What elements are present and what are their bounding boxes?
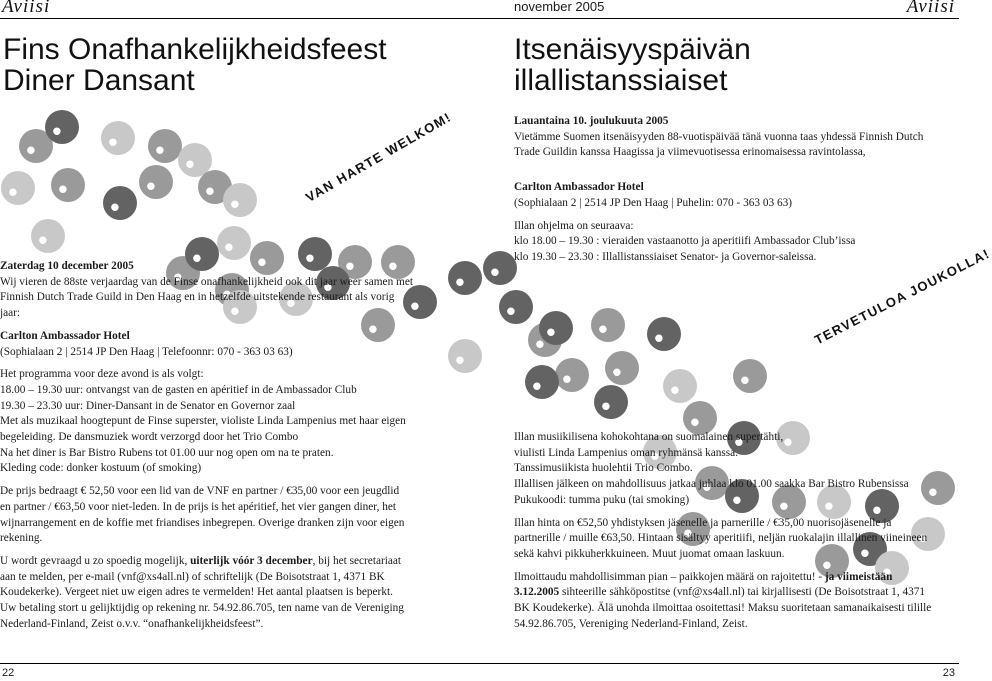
register-deadline: uiterlijk vóór 3 december xyxy=(190,554,313,567)
welcome-slogan-dutch: VAN HARTE WELKOM! xyxy=(303,109,455,205)
ball-highlight xyxy=(533,383,540,390)
event-date: Lauantaina 10. joulukuuta 2005 xyxy=(514,115,669,127)
page-title-finnish xyxy=(514,34,751,96)
article-finnish-details xyxy=(514,430,958,632)
title-line-1: Fins Onafhankelijkheidsfeest xyxy=(3,33,387,66)
program-line: begeleiding. De dansmuziek wordt verzorgd door het Trio Combo xyxy=(0,431,299,444)
register-text: , bij het secretariaat xyxy=(312,554,402,567)
ball-highlight xyxy=(156,147,163,154)
article-dutch xyxy=(0,259,455,632)
ball-highlight xyxy=(691,419,698,426)
ball-highlight xyxy=(536,341,543,348)
ball-highlight xyxy=(147,183,154,190)
ball xyxy=(663,369,697,403)
venue-name: Carlton Ambassador Hotel xyxy=(514,181,644,194)
title-line-2: Diner Dansant xyxy=(3,64,195,97)
ball-highlight xyxy=(547,329,554,336)
ball xyxy=(539,311,573,345)
price-line: wijnarrangement en de koffie met friandises inbegrepen. Overige dranken zijn voor eigen xyxy=(0,516,405,529)
ball-highlight xyxy=(655,335,662,342)
music-line: Illallisen jälkeen on mahdollisuus jatkaa juhlaa klo 01.00 saakka Bar Bistro Rubensissa xyxy=(514,478,909,491)
ball xyxy=(605,351,639,385)
ball xyxy=(148,129,182,163)
ball-highlight xyxy=(491,269,498,276)
register-line: Uw betaling stort u gelijktijdig op rekening nr. 54.92.86.705, ten name van de Vereniging xyxy=(0,602,404,615)
register-line: BK Koudekerke). Älä unohda ilmoittaa osoitettasi! Maksu suoritetaan samanaikaisesti tilille xyxy=(514,602,932,615)
program-line: klo 18.00 – 19.30 : vieraiden vastaanotto ja aperitiifi Ambassador Club’issa xyxy=(514,235,856,248)
program-line: Het programma voor deze avond is als volgt: xyxy=(0,368,204,381)
ball xyxy=(103,186,137,220)
ball-highlight xyxy=(53,128,60,135)
title-line-2: illallistanssiaiset xyxy=(514,64,728,97)
ball xyxy=(51,168,85,202)
program-line: Met als muzikaal hoogtepunt de Finse superster, violiste Linda Lampenius met haar eigen xyxy=(0,415,406,428)
register-line: Nederland-Finland, Zeist o.v.v. “onafhankelijkheidsfeest”. xyxy=(0,617,264,630)
brand-logo-left: Aviisi xyxy=(2,0,51,17)
intro-line: Vietämme Suomen itsenäisyyden 88-vuotispäivää tänä vuonna taas yhdessä Finnish Dutch xyxy=(514,130,924,143)
ball xyxy=(499,290,533,324)
register-text: U wordt gevraagd u zo spoedig mogelijk, xyxy=(0,554,191,567)
ball-highlight xyxy=(111,204,118,211)
ball-highlight xyxy=(109,139,116,146)
ball-highlight xyxy=(225,244,232,251)
intro-line: Wij vieren de 88ste verjaardag van de Finse onafhankelijkheid ook dit jaar weer samen met xyxy=(0,275,413,288)
venue-name: Carlton Ambassador Hotel xyxy=(0,329,130,342)
register-deadline: ja viimeistään xyxy=(822,570,893,583)
program-line: Kleding code: donker kostuum (of smoking) xyxy=(0,462,202,475)
footer-rule xyxy=(0,663,959,664)
page-number-right: 23 xyxy=(942,667,955,679)
ball xyxy=(45,110,79,144)
venue-address: (Sophialaan 2 | 2514 JP Den Haag | Puhelin: 070 - 363 03 63) xyxy=(514,196,793,209)
program-line: 18.00 – 19.30 uur: ontvangst van de gasten en apéritief in de Ambassador Club xyxy=(0,383,357,396)
ball xyxy=(139,165,173,199)
ball xyxy=(31,219,65,253)
ball xyxy=(733,359,767,393)
ball xyxy=(178,143,212,177)
price-line: Illan hinta on €52,50 yhdistyksen jäsenelle ja parnerille / €35,00 nuorisojäsenelle ja xyxy=(514,516,892,529)
price-line: sekä kahvi pikkuherkkuineen. Muut juomat omaan laskuun. xyxy=(514,547,785,560)
music-line: Tanssimusiikista huolehtii Trio Combo. xyxy=(514,462,693,475)
price-line: partnerille / muille €63,50. Hintaan sisältyy aperitiifi, neljän ruokalajin illallinen viineineen xyxy=(514,532,928,545)
ball xyxy=(217,226,251,260)
brand-logo-right: Aviisi xyxy=(906,0,955,17)
ball xyxy=(647,317,681,351)
program-line: 19.30 – 23.30 uur: Diner-Dansant in de Senator en Governor zaal xyxy=(0,399,296,412)
ball xyxy=(101,121,135,155)
register-line: 54.92.86.705, Vereniging Nederland-Finland, Zeist. xyxy=(514,617,748,630)
page-number-left: 22 xyxy=(2,667,15,679)
ball-highlight xyxy=(602,403,609,410)
ball-highlight xyxy=(39,237,46,244)
register-line: aan te melden, per e-mail (vnf@xs4all.nl) of schriftelijk (De Boisotstraat 1, 4371 BK xyxy=(0,570,385,583)
price-line: rekening. xyxy=(0,532,43,545)
ball-highlight xyxy=(231,201,238,208)
title-line-1: Itsenäisyyspäivän xyxy=(514,33,751,66)
register-text: Ilmoittaudu mahdollisimman pian – paikkojen määrä on rajoitettu! - xyxy=(514,570,823,583)
ball-highlight xyxy=(741,377,748,384)
ball xyxy=(483,251,517,285)
register-text: sihteerille sähköpostitse (vnf@xs4all.nl) tai kirjallisesti (De Boisotstraat 1, 4371 xyxy=(559,586,926,599)
program-line: klo 19.30 – 23.30 : Illallistanssiaiset Senator- ja Governor-saleissa. xyxy=(514,250,817,263)
ball-highlight xyxy=(599,326,606,333)
ball xyxy=(591,308,625,342)
article-finnish xyxy=(514,114,956,266)
ball-highlight xyxy=(671,387,678,394)
intro-line: Trade Guildin kanssa Haagissa ja viimevuotisessa erinomaisessa ravintolassa, xyxy=(514,146,866,159)
music-line: viulisti Linda Lampenius oman ryhmänsä kanssa. xyxy=(514,446,739,459)
ball-highlight xyxy=(186,161,193,168)
program-line: Illan ohjelma on seuraava: xyxy=(514,219,634,232)
issue-date: november 2005 xyxy=(514,0,605,14)
ball-highlight xyxy=(507,308,514,315)
register-deadline-date: 3.12.2005 xyxy=(514,586,560,599)
ball xyxy=(525,365,559,399)
ball-highlight xyxy=(27,147,34,154)
register-line xyxy=(514,570,958,586)
welcome-slogan-finnish: TERVETULOA JOUKOLLA! xyxy=(812,245,992,348)
program-line: Na het diner is Bar Bistro Rubens tot 01.00 uur nog open om na te praten. xyxy=(0,446,334,459)
register-line xyxy=(514,585,958,601)
music-line: Pukukoodi: tumma puku (tai smoking) xyxy=(514,493,690,506)
ball-highlight xyxy=(456,279,463,286)
event-date: Zaterdag 10 december 2005 xyxy=(0,260,134,272)
ball-highlight xyxy=(613,369,620,376)
music-line: Illan musiikilisena kohokohtana on suomalainen supertähti, xyxy=(514,431,784,443)
price-line: De prijs bedraagt € 52,50 voor een lid van de VNF en partner / €35,00 voor een jeugdlid xyxy=(0,485,400,498)
ball-highlight xyxy=(563,376,570,383)
intro-line: Finnish Dutch Trade Guild in Den Haag en in hetzelfde uitstekende restaurant als vorig xyxy=(0,291,395,304)
intro-line: jaar: xyxy=(0,307,21,320)
price-line: en partner / €63,50 voor niet-leden. In de prijs is het apéritief, het vier gangen diner, het xyxy=(0,500,397,513)
ball xyxy=(555,358,589,392)
ball-highlight xyxy=(456,357,463,364)
register-line xyxy=(0,554,455,570)
header-rule xyxy=(0,18,959,19)
venue-address: (Sophialaan 2 | 2514 JP Den Haag | Telefoonnr: 070 - 363 03 63) xyxy=(0,345,293,358)
ball-highlight xyxy=(9,189,16,196)
register-line: Koudekerke). Vergeet niet uw eigen adres te vermelden! Het aantal plaatsen is beperkt. xyxy=(0,586,393,599)
ball xyxy=(594,385,628,419)
ball xyxy=(1,171,35,205)
page-title-dutch xyxy=(3,34,387,96)
ball xyxy=(223,183,257,217)
ball-highlight xyxy=(59,186,66,193)
ball-highlight xyxy=(206,188,213,195)
